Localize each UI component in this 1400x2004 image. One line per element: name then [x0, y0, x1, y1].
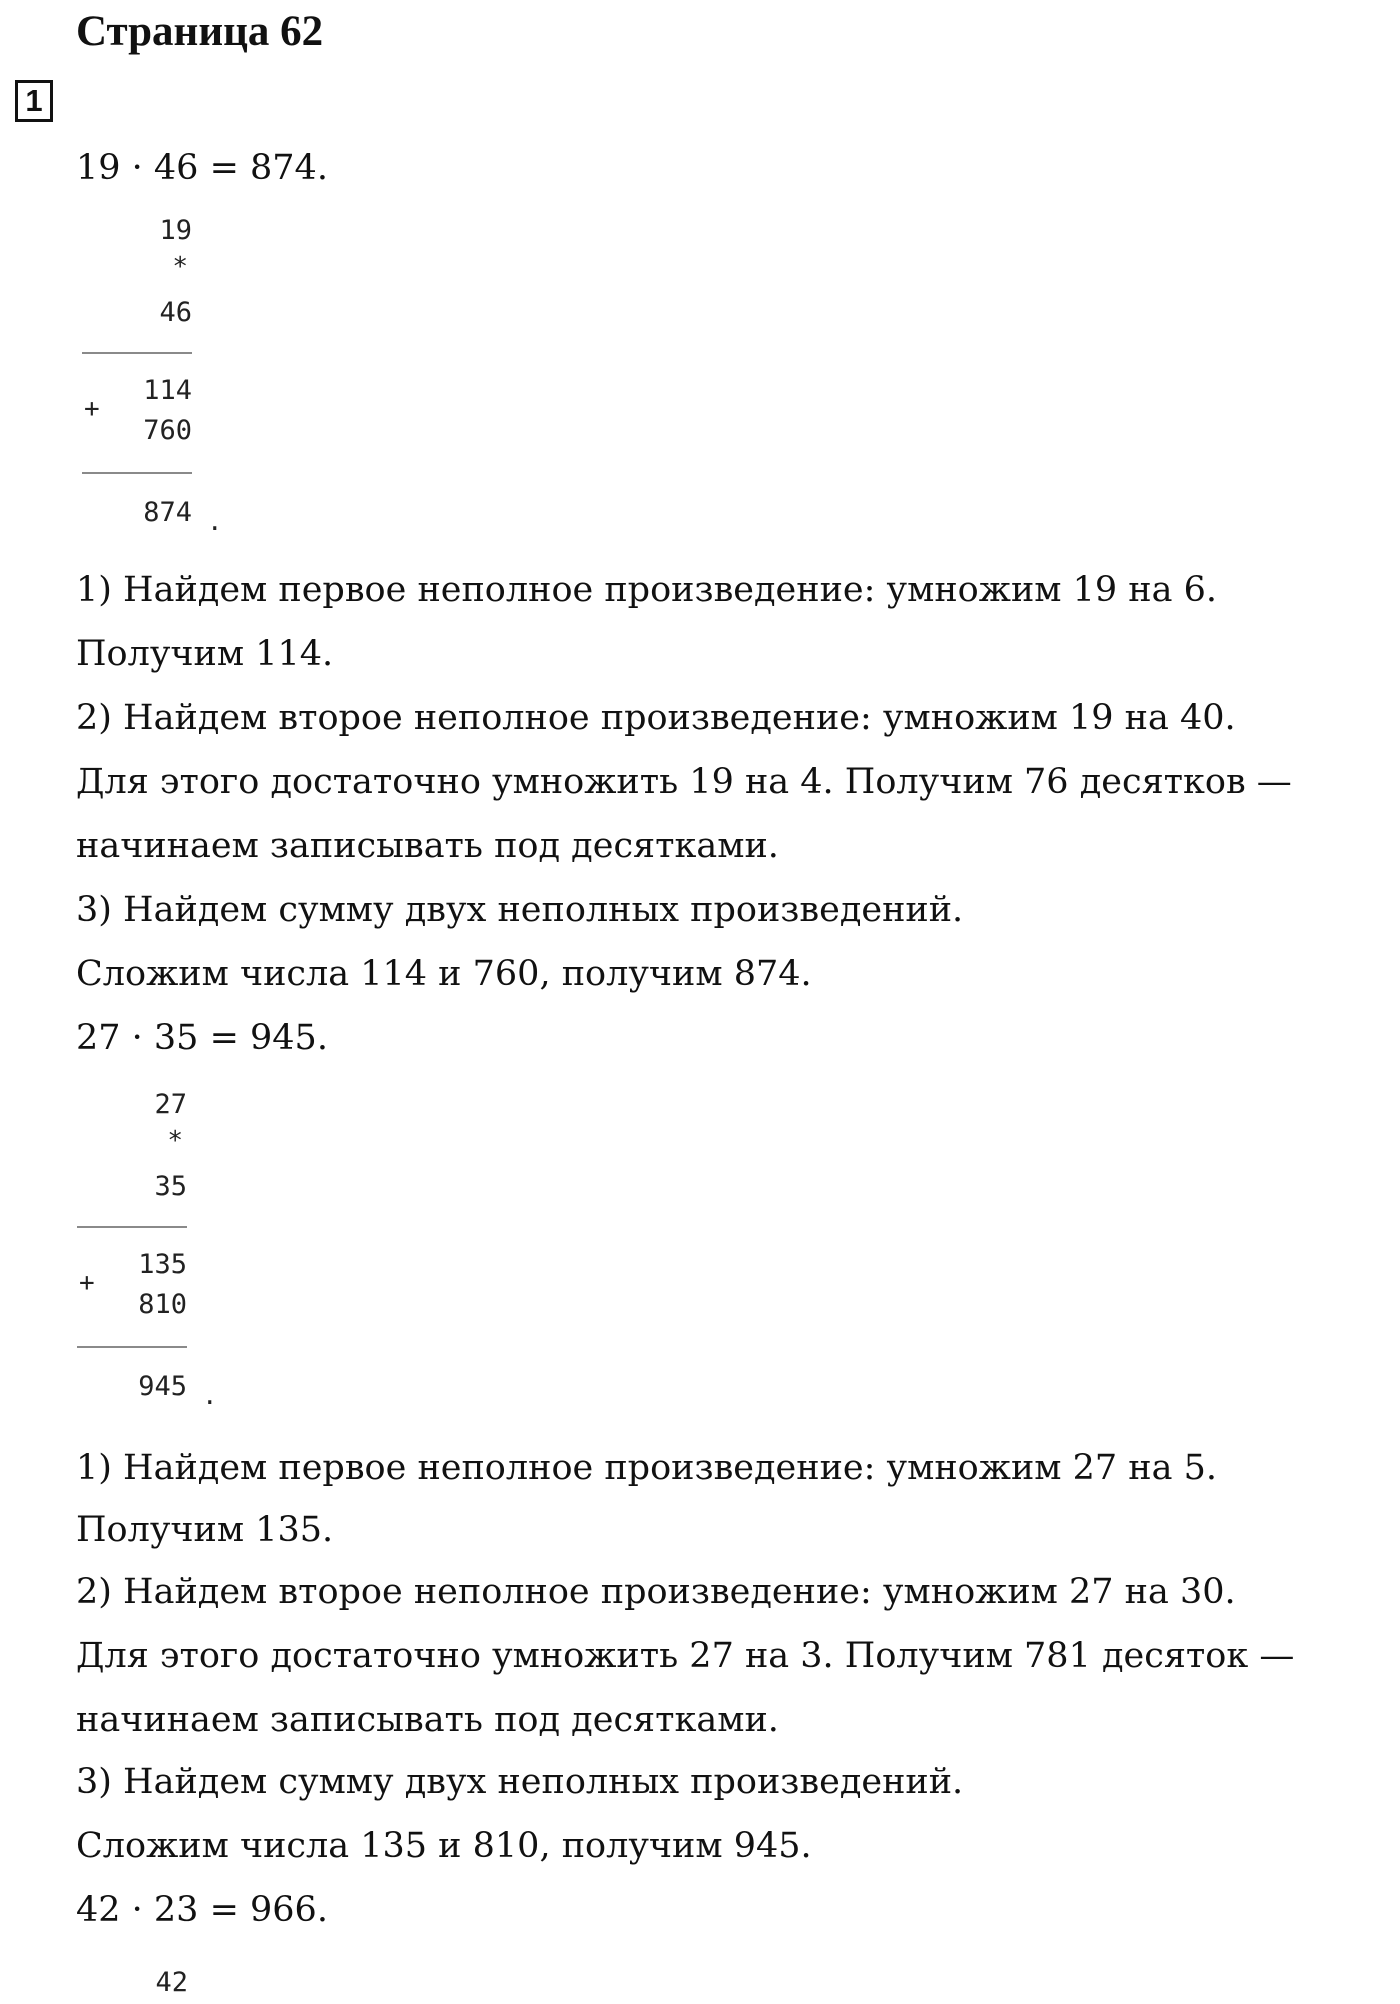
step-line: начинаем записывать под десятками. — [76, 826, 779, 866]
step-line: Получим 135. — [76, 1510, 334, 1550]
multiply-sign: * — [172, 252, 188, 282]
multiply-sign: * — [167, 1126, 183, 1156]
column-multiplication-1 — [82, 215, 220, 538]
task-number-badge: 1 — [15, 80, 53, 122]
step-line: 3) Найдем сумму двух неполных произведений. — [76, 1762, 964, 1802]
step-line: Для этого достаточно умножить 19 на 4. Получим 76 десятков — — [76, 762, 1292, 802]
partial-product-1: 135 — [138, 1249, 187, 1280]
divider-line — [82, 472, 192, 474]
equation-3: 42 · 23 = 966. — [76, 1890, 328, 1930]
column-result: 874 — [143, 497, 192, 528]
multiplicand: 27 — [154, 1089, 187, 1120]
multiplicand: 19 — [159, 215, 192, 246]
partial-product-2: 760 — [143, 415, 192, 446]
step-line: 1) Найдем первое неполное произведение: умножим 19 на 6. — [76, 570, 1218, 610]
partial-product-2: 810 — [138, 1289, 187, 1320]
equation-2: 27 · 35 = 945. — [76, 1018, 328, 1058]
step-line: 3) Найдем сумму двух неполных произведений. — [76, 890, 964, 930]
step-line: Для этого достаточно умножить 27 на 3. Получим 781 десяток — — [76, 1636, 1295, 1676]
column-result: 945 — [138, 1371, 187, 1402]
column-multiplication-3 — [78, 1968, 188, 2004]
multiplier: 46 — [159, 297, 192, 328]
column-multiplication-2 — [77, 1089, 215, 1412]
divider-line — [77, 1226, 187, 1228]
divider-line — [82, 352, 192, 354]
step-line: начинаем записывать под десятками. — [76, 1700, 779, 1740]
trailing-dot: . — [205, 1377, 215, 1412]
page-title: Страница 62 — [76, 8, 324, 55]
divider-line — [77, 1346, 187, 1348]
multiplicand: 42 — [155, 1968, 188, 1998]
equation-1: 19 · 46 = 874. — [76, 148, 328, 188]
trailing-dot: . — [210, 503, 220, 538]
step-line: Получим 114. — [76, 634, 334, 674]
step-line: Сложим числа 114 и 760, получим 874. — [76, 954, 812, 994]
plus-sign: + — [84, 394, 100, 424]
multiplier: 35 — [154, 1171, 187, 1202]
step-line: 2) Найдем второе неполное произведение: умножим 19 на 40. — [76, 698, 1236, 738]
step-line: 2) Найдем второе неполное произведение: умножим 27 на 30. — [76, 1572, 1236, 1612]
plus-sign: + — [79, 1268, 95, 1298]
step-line: Сложим числа 135 и 810, получим 945. — [76, 1826, 812, 1866]
step-line: 1) Найдем первое неполное произведение: умножим 27 на 5. — [76, 1448, 1218, 1488]
partial-product-1: 114 — [143, 375, 192, 406]
